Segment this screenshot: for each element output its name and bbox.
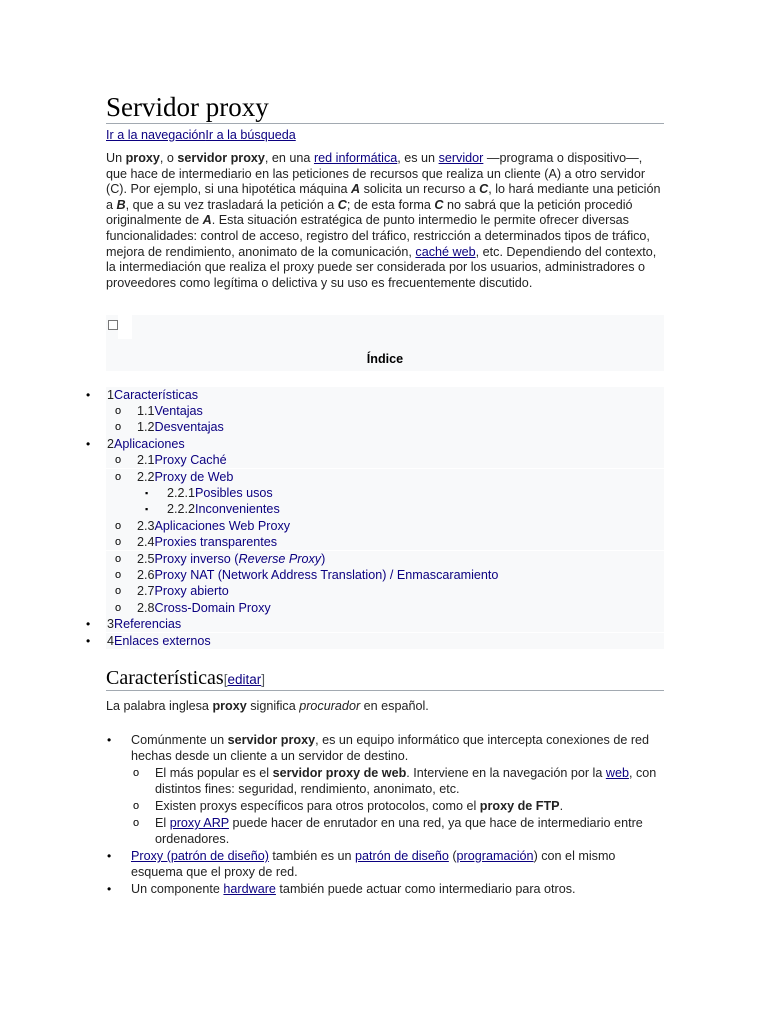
list-item: Proxy (patrón de diseño) también es un patrón de diseño (programación) con el mismo esquema que el proxy de red. (131, 849, 616, 879)
toc-item[interactable]: 3Referencias (107, 617, 182, 632)
toc-bullet: o (115, 552, 122, 565)
toc-bullet: • (86, 436, 91, 451)
toc-item[interactable]: 2Aplicaciones (107, 436, 185, 451)
toc-item[interactable]: 2.4Proxies transparentes (137, 535, 278, 550)
toc-bullet: o (115, 454, 122, 467)
toc-item[interactable]: 2.2Proxy de Web (137, 469, 234, 484)
list-item: Existen proxys específicos para otros protocolos, como el proxy de FTP. (155, 799, 564, 813)
toc-item[interactable]: 2.2.1Posibles usos (167, 485, 273, 500)
toc-item[interactable]: 2.2.2Inconvenientes (167, 502, 280, 517)
list-item: El más popular es el servidor proxy de web. Interviene en la navegación por la web, con distintos fines: seguridad, rendimiento, anonimato, etc. (155, 766, 657, 796)
toc-title: Índice (366, 352, 404, 366)
section-divider (106, 690, 664, 691)
jump-to-search-link[interactable]: Ir a la búsqueda (205, 128, 296, 142)
intro-paragraph: Un proxy, o servidor proxy, en una red informática, es un servidor —programa o dispositivo—, que hace de intermediario en las peticiones de recursos que realiza un cliente (A) a otro servidor (C). Por ejemplo, si una hipotética máquina A solicita un recurso a C, lo hará mediante una petición a B, que a su vez trasladará la petición a C; de esta forma C no sabrá que la petición procedió originalmente de A. Esta situación estratégica de punto intermedio le permite ofrecer diversas funcionalidades: control de acceso, registro del tráfico, restricción a determinados tipos de tráfico, mejora de rendimiento, anonimato de la comunicación, caché web, etc. Dependiendo del contexto, la intermediación que realiza el proxy puede ser considerada por los usuarios, administradores o proveedores como legítima o delictiva y su uso es frecuentemente discutido. (106, 151, 661, 290)
list-item: Un componente hardware también puede actuar como intermediario para otros. (131, 882, 576, 896)
list-item: El proxy ARP puede hacer de enrutador en una red, ya que hace de intermediario entre ordenadores. (155, 816, 643, 846)
list-bullet: • (107, 849, 112, 863)
page-title: Servidor proxy (106, 92, 269, 122)
sublist-bullet: o (133, 767, 140, 779)
jump-to-navigation-link[interactable]: Ir a la navegación (106, 128, 206, 142)
toc-bullet: o (115, 585, 122, 598)
toc-bullet: • (86, 617, 91, 632)
toc-bullet: o (115, 536, 122, 549)
cache-web-link[interactable]: caché web (415, 244, 476, 259)
toc-item[interactable]: 2.1Proxy Caché (137, 453, 227, 468)
toc-bullet: ▪ (145, 487, 149, 498)
toc-toggle-checkbox[interactable] (108, 320, 118, 330)
sublist-bullet: o (133, 800, 140, 812)
toc-bullet: o (115, 470, 122, 483)
toc-item[interactable]: 1.1Ventajas (137, 403, 203, 418)
toc-item[interactable]: 1Características (107, 387, 198, 402)
patron-diseno-link[interactable]: patrón de diseño (355, 849, 449, 863)
toc-item[interactable]: 4Enlaces externos (107, 633, 211, 648)
proxy-patron-link[interactable]: Proxy (patrón de diseño) (131, 849, 269, 863)
toc-bullet: o (115, 601, 122, 614)
servidor-link[interactable]: servidor (438, 151, 484, 165)
sublist-bullet: o (133, 817, 140, 829)
web-link[interactable]: web (605, 766, 629, 780)
programacion-link[interactable]: programación (456, 849, 534, 863)
toc-item[interactable]: 2.7Proxy abierto (137, 584, 229, 599)
toc-bullet: o (115, 519, 122, 532)
toc-bullet: • (86, 633, 91, 648)
list-bullet: • (107, 733, 112, 747)
proxy-arp-link[interactable]: proxy ARP (169, 816, 229, 830)
list-bullet: • (107, 882, 112, 896)
jump-links (106, 127, 296, 143)
toc-bullet: • (86, 387, 91, 402)
toc-bullet: ▪ (145, 504, 149, 515)
toc-item[interactable]: 2.5Proxy inverso (Reverse Proxy) (137, 551, 326, 566)
edit-section-link[interactable]: editar (227, 672, 262, 687)
toc-item[interactable]: 2.3Aplicaciones Web Proxy (137, 518, 291, 533)
toc-bullet: o (115, 421, 122, 434)
section-paragraph: La palabra inglesa proxy significa procurador en español. (106, 699, 429, 713)
list-item: Comúnmente un servidor proxy, es un equipo informático que intercepta conexiones de red hechas desde un cliente a un servidor de destino. (131, 733, 650, 763)
toc-bullet: o (115, 568, 122, 581)
red-informatica-link[interactable]: red informática (313, 151, 398, 165)
toc-item[interactable]: 2.6Proxy NAT (Network Address Translation) / Enmascaramiento (137, 567, 499, 582)
title-divider (106, 123, 664, 124)
toc-item[interactable]: 1.2Desventajas (137, 420, 224, 435)
section-heading: Características[editar] (106, 667, 266, 689)
toc-item[interactable]: 2.8Cross-Domain Proxy (137, 600, 271, 615)
hardware-link[interactable]: hardware (223, 882, 276, 896)
toc-bullet: o (115, 404, 122, 417)
